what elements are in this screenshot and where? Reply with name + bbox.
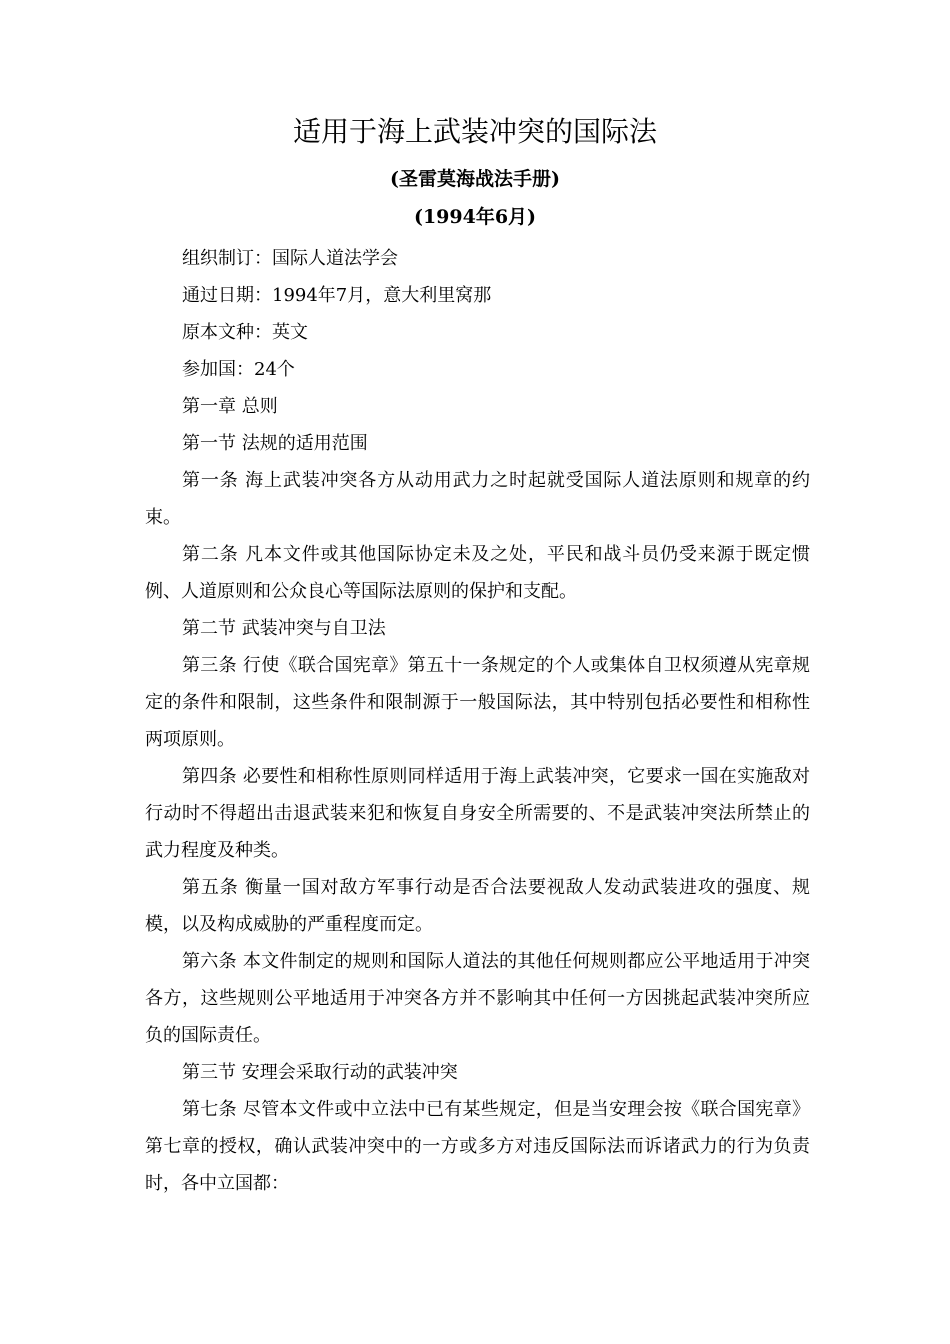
article-paragraph: 第六条 本文件制定的规则和国际人道法的其他任何规则都应公平地适用于冲突各方，这些规则公平地适用于冲突各方并不影响其中任何一方因挑起武装冲突所应负的国际责任。 <box>145 951 810 1046</box>
article-paragraph: 第五条 衡量一国对敌方军事行动是否合法要视敌人发动武装进攻的强度、规模，以及构成威胁的严重程度而定。 <box>145 877 810 935</box>
article-paragraph: 第二条 凡本文件或其他国际协定未及之处，平民和战斗员仍受来源于既定惯例、人道原则和公众良心等国际法原则的保护和支配。 <box>145 544 810 602</box>
section-heading: 第一节 法规的适用范围 <box>182 433 368 454</box>
meta-original-language: 原本文种：英文 <box>182 322 308 343</box>
document-body <box>145 240 810 1202</box>
section-heading: 第三节 安理会采取行动的武装冲突 <box>182 1062 458 1083</box>
article-paragraph: 第一条 海上武装冲突各方从动用武力之时起就受国际人道法原则和规章的约束。 <box>145 470 810 528</box>
meta-organizer: 组织制订：国际人道法学会 <box>182 248 398 269</box>
article-paragraph: 第七条 尽管本文件或中立法中已有某些规定，但是当安理会按《联合国宪章》第七章的授权，确认武装冲突中的一方或多方对违反国际法而诉诸武力的行为负责时，各中立国都： <box>145 1099 810 1194</box>
document-title: 适用于海上武装冲突的国际法 <box>292 115 657 148</box>
meta-adoption-date: 通过日期：1994年7月，意大利里窝那 <box>182 285 492 306</box>
meta-participants: 参加国：24个 <box>182 359 295 380</box>
article-paragraph: 第四条 必要性和相称性原则同样适用于海上武装冲突，它要求一国在实施敌对行动时不得超出击退武装来犯和恢复自身安全所需要的、不是武装冲突法所禁止的武力程度及种类。 <box>145 766 810 861</box>
section-heading: 第二节 武装冲突与自卫法 <box>182 618 386 639</box>
article-paragraph: 第三条 行使《联合国宪章》第五十一条规定的个人或集体自卫权须遵从宪章规定的条件和限制，这些条件和限制源于一般国际法，其中特别包括必要性和相称性两项原则。 <box>145 655 810 750</box>
document-date: (1994年6月) <box>413 206 537 228</box>
chapter-heading: 第一章 总则 <box>182 396 278 417</box>
document-subtitle: (圣雷莫海战法手册) <box>390 168 560 190</box>
